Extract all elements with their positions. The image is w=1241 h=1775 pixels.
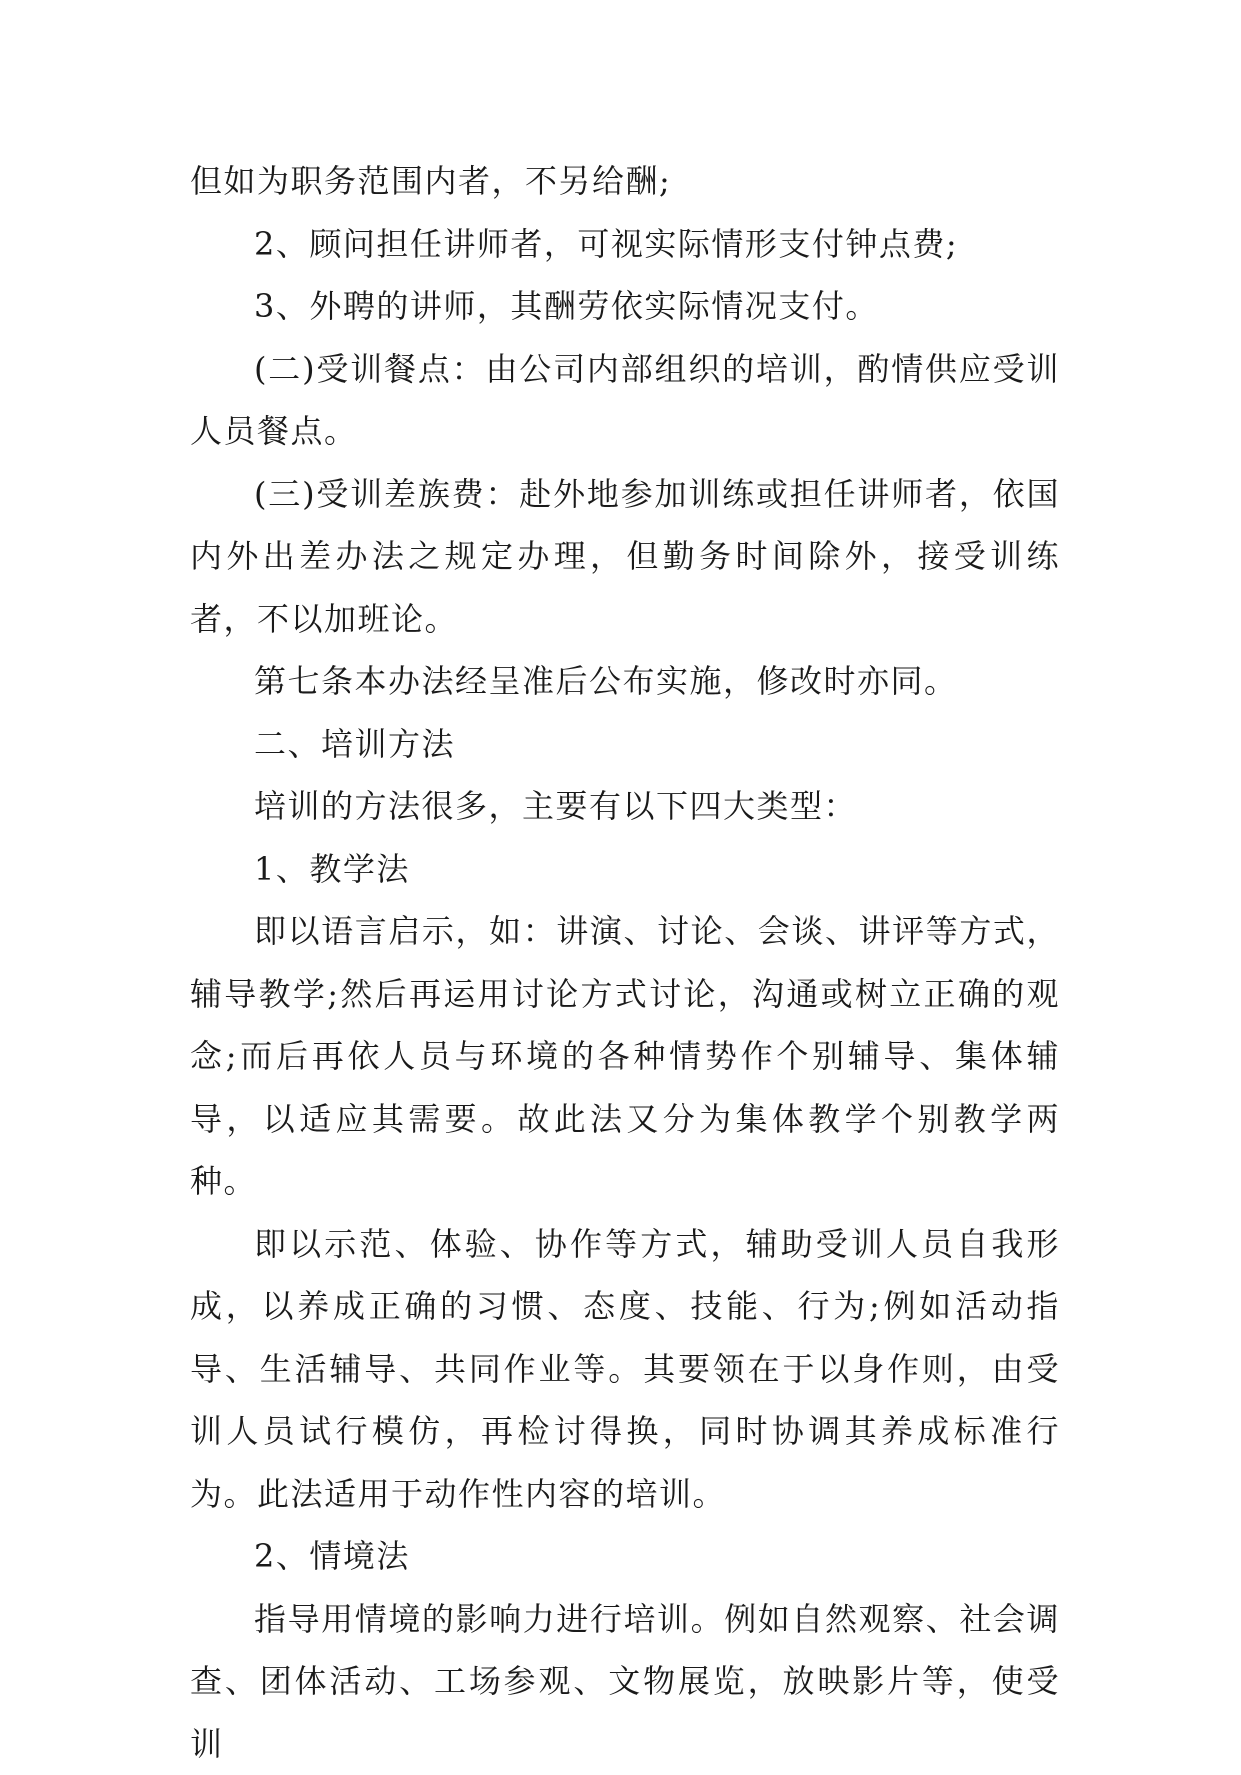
paragraph-training-meals: (二)受训餐点：由公司内部组织的培训，酌情供应受训人员餐点。	[190, 338, 1060, 463]
paragraph-external-lecturer-fee: 3、外聘的讲师，其酬劳依实际情况支付。	[190, 275, 1060, 338]
paragraph-teaching-method-description: 即以语言启示，如：讲演、讨论、会谈、讲评等方式，辅导教学;然后再运用讨论方式讨论，沟通或树立正确的观念;而后再依人员与环境的各种情势作个别辅导、集体辅导，以适应其需要。故此法又分为集体教学个别教学两种。	[190, 900, 1060, 1213]
paragraph-methods-intro: 培训的方法很多，主要有以下四大类型：	[190, 775, 1060, 838]
section-heading-training-methods: 二、培训方法	[190, 713, 1060, 776]
paragraph-salary-continuation: 但如为职务范围内者，不另给酬;	[190, 150, 1060, 213]
subheading-teaching-method: 1、教学法	[190, 838, 1060, 901]
paragraph-consultant-lecturer-fee: 2、顾问担任讲师者，可视实际情形支付钟点费;	[190, 213, 1060, 276]
paragraph-training-travel-expenses: (三)受训差族费：赴外地参加训练或担任讲师者，依国内外出差办法之规定办理，但勤务时间除外，接受训练者，不以加班论。	[190, 463, 1060, 651]
paragraph-demonstration-method-description: 即以示范、体验、协作等方式，辅助受训人员自我形成，以养成正确的习惯、态度、技能、行为;例如活动指导、生活辅导、共同作业等。其要领在于以身作则，由受训人员试行模仿，再检讨得换，同时协调其养成标准行为。此法适用于动作性内容的培训。	[190, 1213, 1060, 1526]
paragraph-article-seven: 第七条本办法经呈准后公布实施，修改时亦同。	[190, 650, 1060, 713]
document-body	[190, 150, 1060, 1775]
paragraph-situational-method-description: 指导用情境的影响力进行培训。例如自然观察、社会调查、团体活动、工场参观、文物展览，放映影片等，使受训	[190, 1588, 1060, 1775]
subheading-situational-method: 2、情境法	[190, 1525, 1060, 1588]
